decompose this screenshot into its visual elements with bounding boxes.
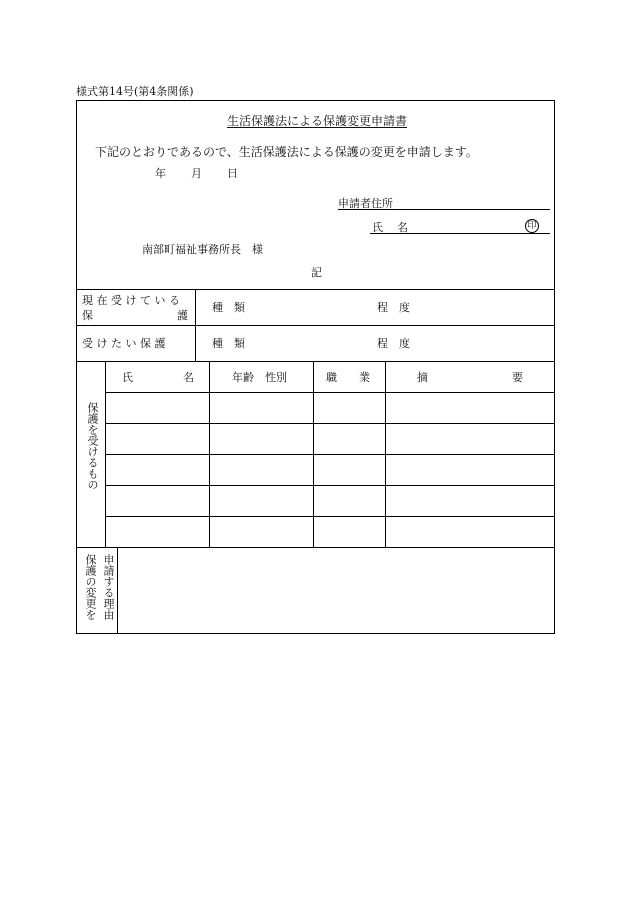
table-row xyxy=(105,516,555,517)
header-name-2: 名 xyxy=(183,371,194,384)
desired-degree-label: 程 度 xyxy=(377,337,410,350)
current-degree-label: 程 度 xyxy=(377,301,410,314)
divider-1 xyxy=(76,289,555,290)
date-year: 年 xyxy=(155,167,166,180)
reason-label xyxy=(81,554,117,620)
seal-mark: 印 xyxy=(525,219,539,233)
ki-label: 記 xyxy=(311,266,322,279)
reason-label-divider xyxy=(117,547,118,634)
current-kind-label: 種 類 xyxy=(212,301,245,314)
protection-col-divider xyxy=(195,289,196,361)
current-label-line2-a: 保 xyxy=(82,309,93,322)
divider-4 xyxy=(76,547,555,548)
applicant-address-label: 申請者住所 xyxy=(338,197,393,210)
desired-label: 受 け た い 保 護 xyxy=(82,337,166,350)
header-name-1: 氏 xyxy=(122,371,133,384)
reason-label-col2: 申請する理由 xyxy=(102,554,115,620)
applicant-name-line xyxy=(370,233,550,234)
form-number: 様式第14号(第4条関係) xyxy=(76,85,194,98)
date-month: 月 xyxy=(191,167,202,180)
desired-kind-label: 種 類 xyxy=(212,337,245,350)
addressee: 南部町福祉事務所長 様 xyxy=(142,243,263,256)
header-age-sex: 年齢 性別 xyxy=(232,371,287,384)
reason-label-col1: 保護の変更を xyxy=(84,554,97,620)
table-row xyxy=(105,485,555,486)
header-notes-2: 要 xyxy=(512,371,523,384)
form-title: 生活保護法による保護変更申請書 xyxy=(227,114,408,128)
divider-3 xyxy=(76,361,555,362)
applicant-name-label-1: 氏 xyxy=(372,221,383,234)
table-row xyxy=(105,454,555,455)
current-label-line2-b: 護 xyxy=(177,309,188,322)
intro-sentence: 下記のとおりであるので、生活保護法による保護の変更を申請します。 xyxy=(95,145,478,159)
application-form xyxy=(76,100,555,634)
table-row xyxy=(105,392,555,393)
divider-2 xyxy=(76,325,555,326)
header-notes-1: 摘 xyxy=(417,371,428,384)
applicant-address-line xyxy=(338,209,550,210)
date-day: 日 xyxy=(227,167,238,180)
persons-side-label: 保護を受けるもの xyxy=(86,402,99,490)
table-row xyxy=(105,423,555,424)
current-label-line1: 現 在 受 け て い る xyxy=(82,294,180,307)
applicant-name-label-2: 名 xyxy=(397,221,408,234)
header-occupation: 職 業 xyxy=(326,371,370,384)
